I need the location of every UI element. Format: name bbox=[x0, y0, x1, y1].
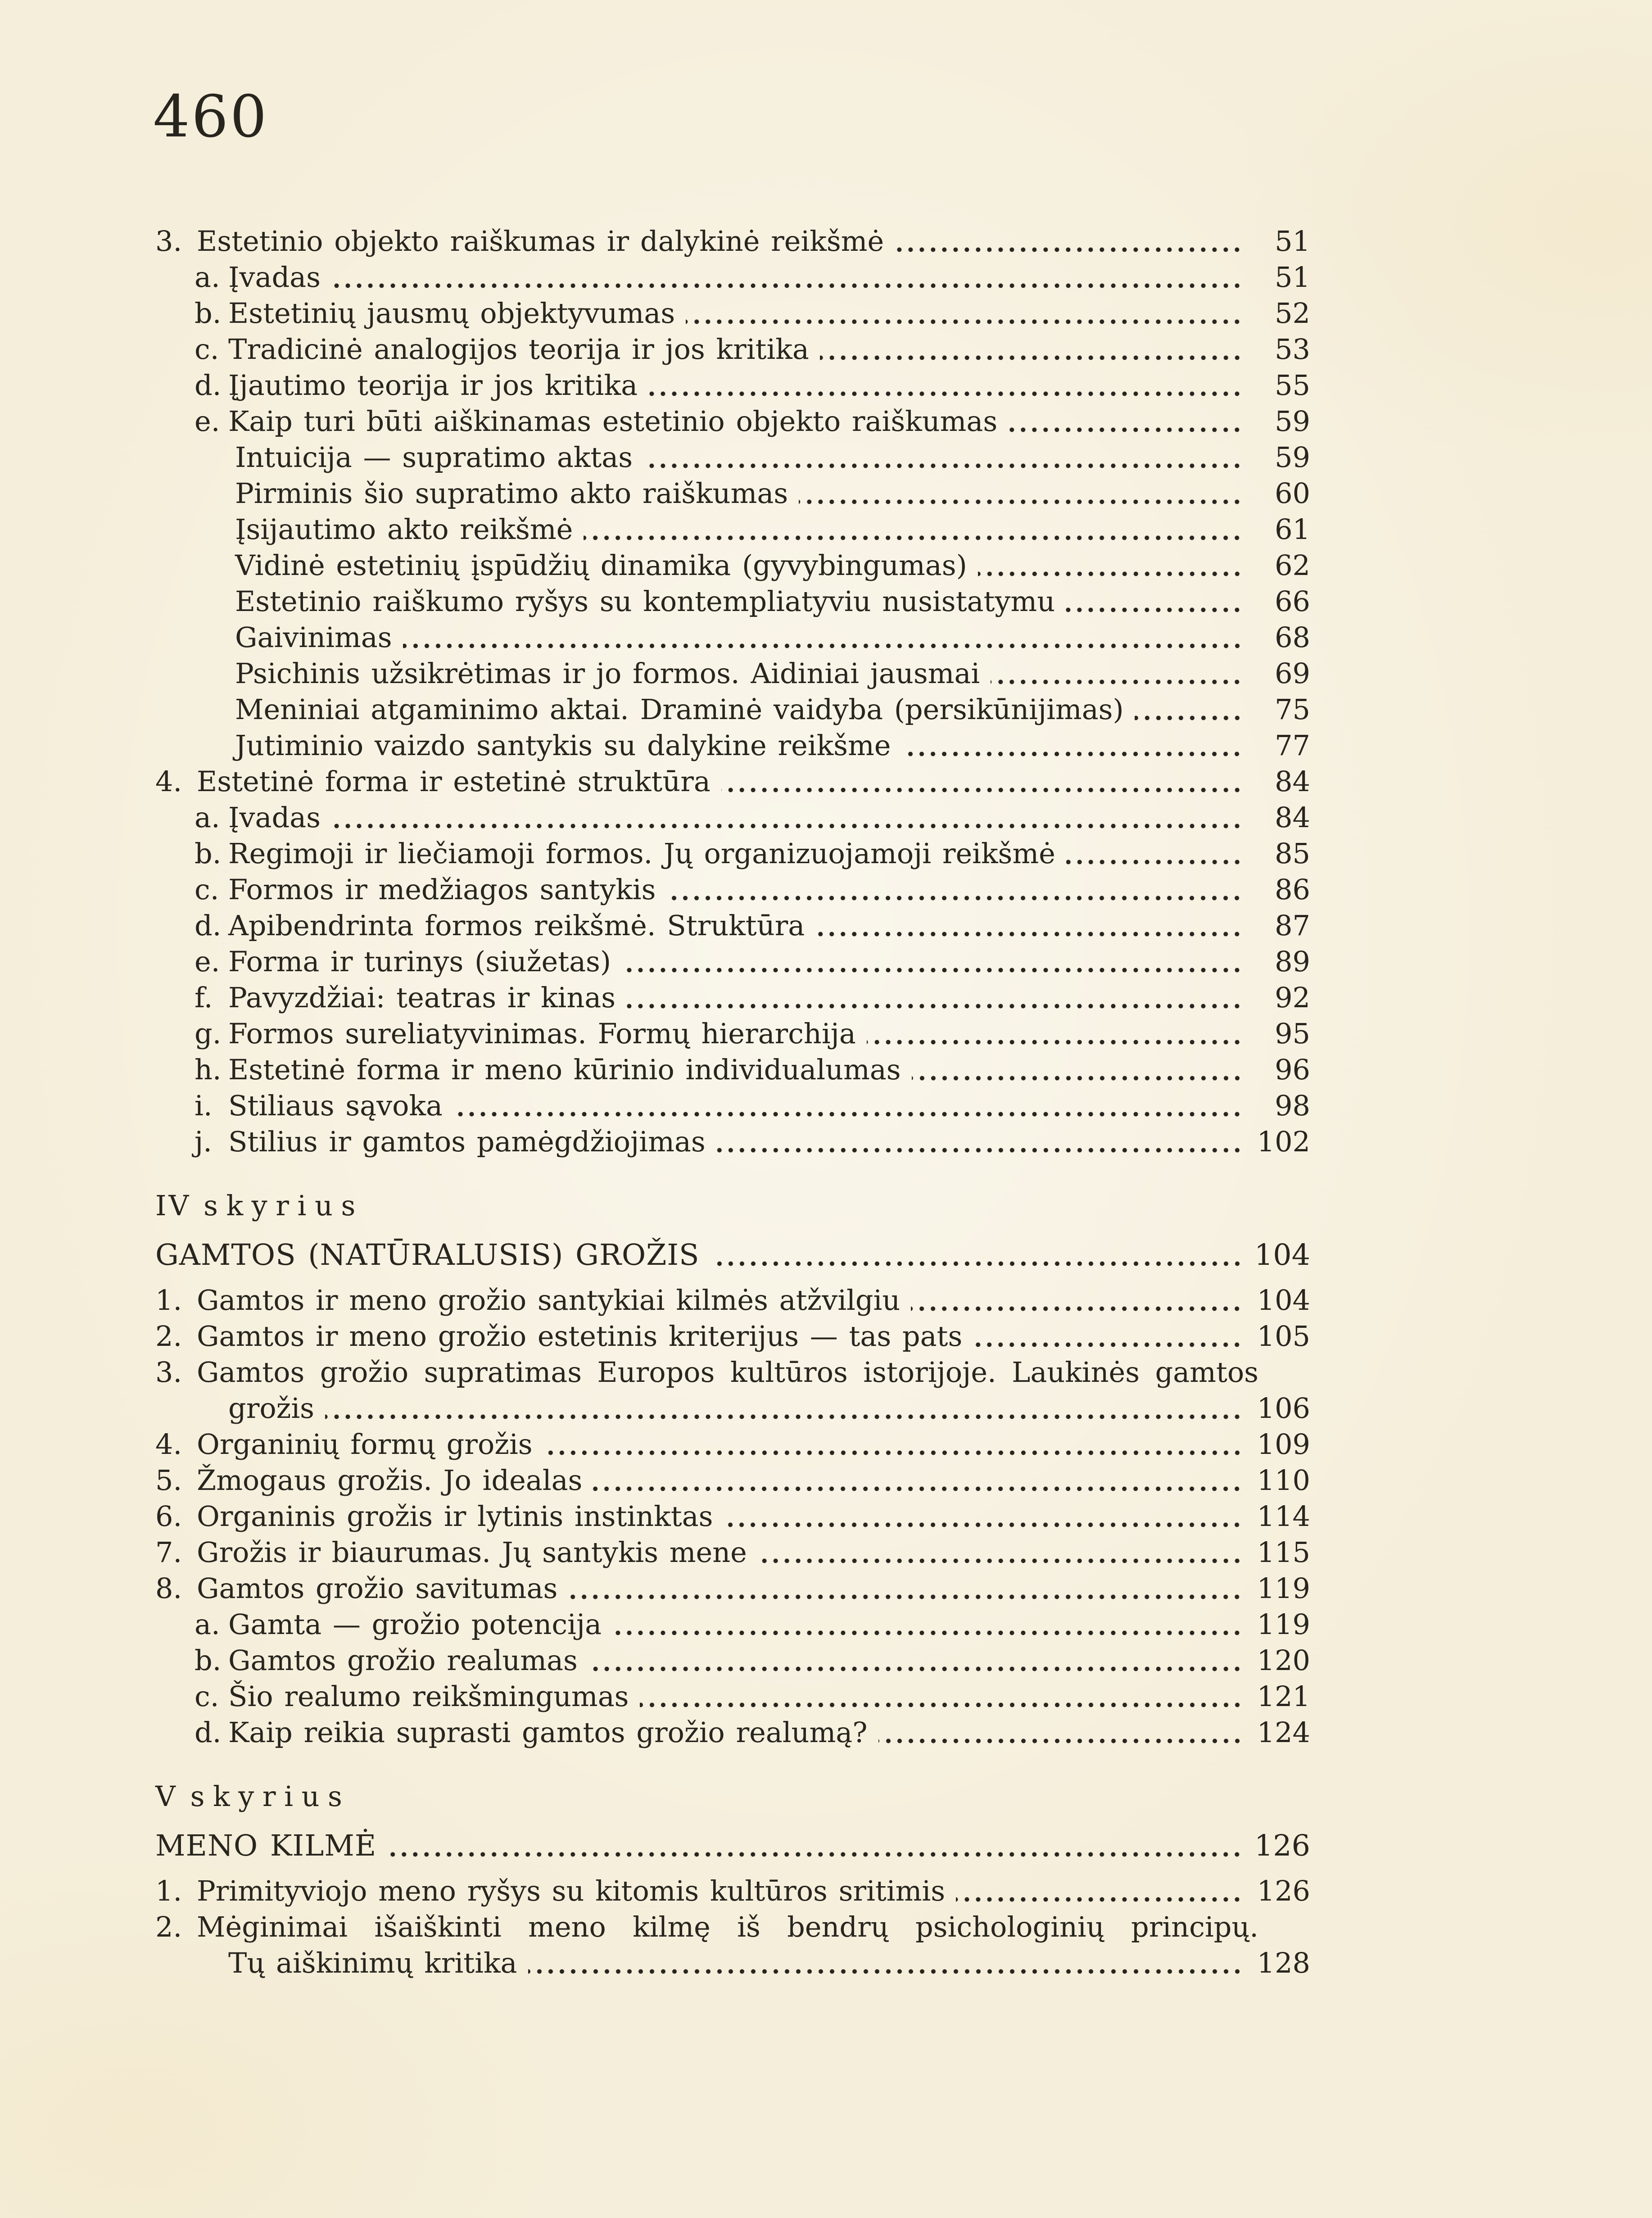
toc-entry bbox=[155, 1426, 1310, 1462]
dot-leader bbox=[891, 736, 1249, 764]
entry-text: Gamtos ir meno grožio santykiai kilmės atžvilgiu bbox=[197, 1284, 901, 1317]
entry-page: 124 bbox=[1257, 1716, 1310, 1749]
toc-entry bbox=[155, 439, 1310, 475]
chapter-numeral: V bbox=[155, 1780, 178, 1813]
entry-text: Gamtos grožio realumas bbox=[228, 1644, 578, 1677]
entry-number: 8. bbox=[155, 1572, 182, 1605]
dot-leader bbox=[884, 231, 1249, 259]
toc-entry bbox=[155, 1318, 1310, 1354]
toc-entry bbox=[155, 1124, 1310, 1160]
entry-page: 77 bbox=[1275, 729, 1310, 762]
entry-text: Tradicinė analogijos teorija ir jos kritika bbox=[228, 333, 809, 366]
dot-leader bbox=[713, 1507, 1249, 1534]
entry-page: 106 bbox=[1257, 1392, 1310, 1425]
dot-leader bbox=[321, 267, 1249, 295]
entry-page: 61 bbox=[1275, 513, 1310, 546]
entry-text: Gamtos ir meno grožio estetinis kriterijus — tas pats bbox=[197, 1320, 963, 1353]
toc-entry bbox=[155, 1534, 1310, 1571]
dot-leader bbox=[321, 808, 1249, 836]
toc-entry bbox=[155, 1016, 1310, 1052]
entry-number: c. bbox=[195, 1680, 219, 1713]
entry-text: Estetinio raiškumo ryšys su kontempliatyviu nusistatymu bbox=[235, 585, 1055, 618]
section-title-page: 104 bbox=[1254, 1238, 1310, 1272]
toc-entry bbox=[155, 259, 1310, 295]
dot-leader bbox=[945, 1881, 1249, 1909]
dot-leader bbox=[443, 1096, 1249, 1124]
entry-number: b. bbox=[195, 297, 222, 330]
chapter-heading bbox=[155, 1779, 1310, 1815]
toc-entry bbox=[155, 944, 1310, 980]
dot-leader bbox=[517, 1953, 1249, 1981]
toc-entry bbox=[155, 511, 1310, 548]
dot-leader bbox=[805, 916, 1249, 944]
entry-page: 85 bbox=[1275, 837, 1310, 870]
entry-text: Stilius ir gamtos pamėgdžiojimas bbox=[228, 1125, 706, 1158]
entry-text: Pavyzdžiai: teatras ir kinas bbox=[228, 981, 616, 1014]
entry-page: 104 bbox=[1257, 1284, 1310, 1317]
entry-page: 52 bbox=[1275, 297, 1310, 330]
dot-leader bbox=[611, 952, 1249, 980]
toc-entry bbox=[155, 836, 1310, 872]
entry-text: Estetinių jausmų objektyvumas bbox=[228, 297, 675, 330]
dot-leader bbox=[700, 1245, 1249, 1273]
toc-entry bbox=[155, 295, 1310, 331]
entry-page: 98 bbox=[1275, 1089, 1310, 1122]
entry-page: 59 bbox=[1275, 441, 1310, 474]
entry-page: 128 bbox=[1257, 1946, 1310, 1979]
entry-number: 7. bbox=[155, 1536, 182, 1569]
dot-leader bbox=[967, 556, 1249, 584]
dot-leader bbox=[788, 484, 1249, 511]
entry-page: 55 bbox=[1275, 369, 1310, 402]
toc-entry bbox=[155, 475, 1310, 511]
toc-entry bbox=[155, 1679, 1310, 1715]
toc-entry bbox=[155, 620, 1310, 656]
entry-text: Grožis ir biaurumas. Jų santykis mene bbox=[197, 1536, 747, 1569]
entry-number: e. bbox=[195, 945, 220, 978]
entry-page: 105 bbox=[1257, 1320, 1310, 1353]
toc-entry bbox=[155, 656, 1310, 692]
entry-text: Estetinio objekto raiškumas ir dalykinė reikšmė bbox=[197, 225, 884, 258]
entry-number: b. bbox=[195, 1644, 222, 1677]
entry-text: Forma ir turinys (siužetas) bbox=[228, 945, 611, 978]
toc-entry bbox=[155, 1715, 1310, 1751]
toc-entry bbox=[155, 1462, 1310, 1498]
page-number: 460 bbox=[153, 83, 269, 150]
entry-page: 60 bbox=[1275, 477, 1310, 510]
entry-number: a. bbox=[195, 1608, 220, 1641]
section-title-text: GAMTOS (NATŪRALUSIS) GROŽIS bbox=[155, 1238, 700, 1272]
entry-page: 62 bbox=[1275, 549, 1310, 582]
entry-number: d. bbox=[195, 1716, 222, 1749]
entry-number: a. bbox=[195, 801, 220, 834]
dot-leader bbox=[602, 1615, 1249, 1643]
toc-entry bbox=[155, 1354, 1310, 1390]
toc-entry bbox=[155, 980, 1310, 1016]
dot-leader bbox=[633, 448, 1249, 475]
entry-page: 66 bbox=[1275, 585, 1310, 618]
toc-entry bbox=[155, 1282, 1310, 1318]
entry-page: 121 bbox=[1257, 1680, 1310, 1713]
entry-text: Žmogaus grožis. Jo idealas bbox=[197, 1464, 583, 1497]
entry-page: 115 bbox=[1257, 1536, 1310, 1569]
entry-page: 110 bbox=[1257, 1464, 1310, 1497]
dot-leader bbox=[573, 520, 1249, 548]
entry-page: 59 bbox=[1275, 405, 1310, 438]
entry-page: 86 bbox=[1275, 873, 1310, 906]
toc-entry bbox=[155, 1571, 1310, 1607]
toc-entry bbox=[155, 331, 1310, 367]
entry-number: a. bbox=[195, 261, 220, 294]
toc-entry bbox=[155, 548, 1310, 584]
entry-text: Įvadas bbox=[228, 261, 321, 294]
dot-leader bbox=[711, 772, 1249, 800]
entry-number: 4. bbox=[155, 1428, 182, 1461]
toc-entry bbox=[155, 1498, 1310, 1534]
entry-page: 95 bbox=[1275, 1017, 1310, 1050]
entry-text: Įvadas bbox=[228, 801, 321, 834]
entry-text: Apibendrinta formos reikšmė. Struktūra bbox=[228, 909, 805, 942]
dot-leader bbox=[656, 880, 1249, 908]
dot-leader bbox=[1055, 844, 1249, 872]
chapter-word: skyrius bbox=[190, 1780, 351, 1813]
entry-text: Regimoji ir liečiamoji formos. Jų organizuojamoji reikšmė bbox=[228, 837, 1055, 870]
dot-leader bbox=[980, 664, 1249, 692]
entry-page: 126 bbox=[1257, 1874, 1310, 1907]
entry-page: 114 bbox=[1257, 1500, 1310, 1533]
entry-page: 96 bbox=[1275, 1053, 1310, 1086]
entry-number: j. bbox=[195, 1125, 212, 1158]
dot-leader bbox=[747, 1543, 1249, 1571]
entry-text: Šio realumo reikšmingumas bbox=[228, 1680, 629, 1713]
entry-text: Organinis grožis ir lytinis instinktas bbox=[197, 1500, 713, 1533]
toc-entry bbox=[155, 1945, 1310, 1981]
entry-text: Gamta — grožio potencija bbox=[228, 1608, 602, 1641]
dot-leader bbox=[392, 628, 1249, 656]
toc-entry bbox=[155, 872, 1310, 908]
section-title-text: MENO KILMĖ bbox=[155, 1829, 377, 1863]
dot-leader bbox=[809, 339, 1249, 367]
dot-leader bbox=[1055, 592, 1249, 620]
entry-number: i. bbox=[195, 1089, 213, 1122]
entry-number: e. bbox=[195, 405, 220, 438]
entry-text: Meniniai atgaminimo aktai. Draminė vaidyba (persikūnijimas) bbox=[235, 693, 1124, 726]
toc-entry bbox=[155, 908, 1310, 944]
dot-leader bbox=[1124, 700, 1249, 728]
toc-entry bbox=[155, 728, 1310, 764]
dot-leader bbox=[616, 988, 1249, 1016]
entry-number: c. bbox=[195, 873, 219, 906]
entry-page: 119 bbox=[1257, 1608, 1310, 1641]
dot-leader bbox=[997, 412, 1249, 439]
dot-leader bbox=[557, 1579, 1249, 1607]
dot-leader bbox=[675, 303, 1249, 331]
dot-leader bbox=[868, 1723, 1250, 1751]
toc-entry bbox=[155, 764, 1310, 800]
entry-page: 109 bbox=[1257, 1428, 1310, 1461]
toc-entry bbox=[155, 800, 1310, 836]
toc-entry bbox=[155, 692, 1310, 728]
toc-entry bbox=[155, 584, 1310, 620]
entry-number: 5. bbox=[155, 1464, 182, 1497]
dot-leader bbox=[638, 376, 1249, 403]
entry-number: 3. bbox=[155, 225, 182, 258]
dot-leader bbox=[901, 1060, 1249, 1088]
entry-number: 2. bbox=[155, 1910, 182, 1943]
entry-number: 6. bbox=[155, 1500, 182, 1533]
entry-text: Įjautimo teorija ir jos kritika bbox=[228, 369, 638, 402]
entry-page: 87 bbox=[1275, 909, 1310, 942]
toc-entry bbox=[155, 1088, 1310, 1124]
entry-text: Formos sureliatyvinimas. Formų hierarchija bbox=[228, 1017, 856, 1050]
entry-page: 51 bbox=[1275, 225, 1310, 258]
chapter-heading bbox=[155, 1188, 1310, 1224]
entry-page: 120 bbox=[1257, 1644, 1310, 1677]
dot-leader bbox=[706, 1132, 1249, 1160]
entry-page: 51 bbox=[1275, 261, 1310, 294]
toc-entry bbox=[155, 1643, 1310, 1679]
toc-entry bbox=[155, 1052, 1310, 1088]
entry-page: 84 bbox=[1275, 801, 1310, 834]
entry-text: Tų aiškinimų kritika bbox=[228, 1946, 517, 1979]
toc-entry bbox=[155, 403, 1310, 439]
entry-page: 84 bbox=[1275, 765, 1310, 798]
entry-text: Pirminis šio supratimo akto raiškumas bbox=[235, 477, 788, 510]
entry-page: 119 bbox=[1257, 1572, 1310, 1605]
toc-entry bbox=[155, 223, 1310, 259]
entry-page: 68 bbox=[1275, 621, 1310, 654]
dot-leader bbox=[578, 1651, 1249, 1679]
toc-entry bbox=[155, 1909, 1310, 1945]
entry-number: d. bbox=[195, 909, 222, 942]
dot-leader bbox=[962, 1326, 1249, 1354]
entry-number: 1. bbox=[155, 1284, 182, 1317]
entry-text: Psichinis užsikrėtimas ir jo formos. Aidiniai jausmai bbox=[235, 657, 980, 690]
section-title bbox=[155, 1828, 1310, 1864]
table-of-contents bbox=[155, 223, 1310, 1981]
dot-leader bbox=[314, 1399, 1249, 1426]
entry-number: d. bbox=[195, 369, 222, 402]
entry-number: 2. bbox=[155, 1320, 182, 1353]
entry-number: f. bbox=[195, 981, 213, 1014]
section-title-page: 126 bbox=[1254, 1829, 1310, 1863]
entry-page: 53 bbox=[1275, 333, 1310, 366]
entry-text: Formos ir medžiagos santykis bbox=[228, 873, 656, 906]
entry-text: Estetinė forma ir meno kūrinio individualumas bbox=[228, 1053, 901, 1086]
entry-text: Kaip reikia suprasti gamtos grožio realumą? bbox=[228, 1716, 868, 1749]
dot-leader bbox=[376, 1836, 1249, 1864]
entry-number: 3. bbox=[155, 1356, 182, 1389]
entry-text: Jutiminio vaizdo santykis su dalykine reikšme bbox=[235, 729, 891, 762]
toc-entry bbox=[155, 1607, 1310, 1643]
dot-leader bbox=[533, 1435, 1249, 1462]
dot-leader bbox=[582, 1471, 1249, 1498]
dot-leader bbox=[856, 1024, 1249, 1052]
entry-text: Gamtos grožio supratimas Europos kultūros istorijoje. Laukinės gamtos bbox=[197, 1356, 1258, 1389]
entry-number: h. bbox=[195, 1053, 222, 1086]
dot-leader bbox=[629, 1687, 1249, 1715]
entry-number: c. bbox=[195, 333, 219, 366]
entry-text: Mėginimai išaiškinti meno kilmę iš bendrų psichologinių principų. bbox=[197, 1910, 1258, 1943]
chapter-numeral: IV bbox=[155, 1189, 191, 1222]
entry-text: Organinių formų grožis bbox=[197, 1428, 533, 1461]
toc-entry bbox=[155, 1873, 1310, 1909]
entry-number: b. bbox=[195, 837, 222, 870]
entry-page: 102 bbox=[1257, 1125, 1310, 1158]
entry-text: Kaip turi būti aiškinamas estetinio objekto raiškumas bbox=[228, 405, 998, 438]
entry-text: grožis bbox=[228, 1392, 314, 1425]
toc-entry bbox=[155, 367, 1310, 403]
entry-text: Gamtos grožio savitumas bbox=[197, 1572, 558, 1605]
entry-number: g. bbox=[195, 1017, 222, 1050]
entry-number: 1. bbox=[155, 1874, 182, 1907]
toc-entry bbox=[155, 1390, 1310, 1426]
entry-text: Gaivinimas bbox=[235, 621, 392, 654]
chapter-word: skyrius bbox=[204, 1189, 364, 1222]
dot-leader bbox=[900, 1290, 1249, 1318]
entry-page: 92 bbox=[1275, 981, 1310, 1014]
entry-text: Vidinė estetinių įspūdžių dinamika (gyvybingumas) bbox=[235, 549, 967, 582]
entry-text: Stiliaus sąvoka bbox=[228, 1089, 443, 1122]
entry-text: Įsijautimo akto reikšmė bbox=[235, 513, 573, 546]
section-title bbox=[155, 1237, 1310, 1273]
entry-page: 69 bbox=[1275, 657, 1310, 690]
entry-text: Estetinė forma ir estetinė struktūra bbox=[197, 765, 711, 798]
entry-text: Primityviojo meno ryšys su kitomis kultūros sritimis bbox=[197, 1874, 946, 1907]
entry-text: Intuicija — supratimo aktas bbox=[235, 441, 633, 474]
entry-page: 89 bbox=[1275, 945, 1310, 978]
entry-number: 4. bbox=[155, 765, 182, 798]
entry-page: 75 bbox=[1275, 693, 1310, 726]
